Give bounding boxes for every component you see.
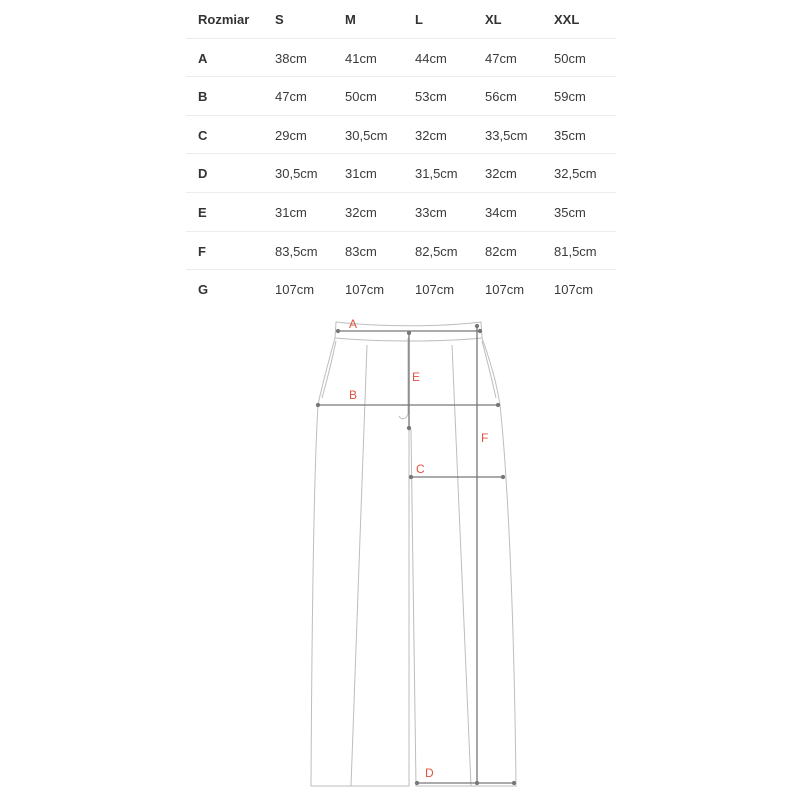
header-cell-xl: XL: [485, 12, 502, 27]
table-cell: 31cm: [275, 204, 307, 220]
table-cell: 38cm: [275, 50, 307, 66]
table-cell: 32,5cm: [554, 166, 597, 182]
table-cell: 44cm: [415, 50, 447, 66]
table-cell: 107cm: [345, 282, 385, 298]
row-label: A: [198, 50, 208, 66]
row-label: C: [198, 127, 208, 143]
row-label: D: [198, 166, 208, 182]
row-label: F: [198, 243, 206, 259]
table-cell: 50cm: [554, 50, 586, 66]
left-crease-outline: [351, 345, 367, 786]
table-cell: 47cm: [275, 89, 307, 105]
header-cell-m: M: [345, 12, 356, 27]
table-cell: 82,5cm: [415, 243, 458, 259]
row-label: B: [198, 89, 208, 105]
measure-label-d: D: [425, 766, 434, 780]
table-cell: 82cm: [485, 243, 517, 259]
right-pocket-outline: [482, 341, 496, 398]
table-cell: 83cm: [345, 243, 377, 259]
table-cell: 107cm: [485, 282, 525, 298]
table-cell: 29cm: [275, 127, 307, 143]
left-pocket-outline: [322, 341, 336, 398]
table-cell: 31,5cm: [415, 166, 458, 182]
table-cell: 30,5cm: [275, 166, 318, 182]
table-cell: 30,5cm: [345, 127, 388, 143]
measure-label-b: B: [349, 388, 358, 402]
measure-label-c: C: [416, 462, 425, 476]
table-cell: 35cm: [554, 204, 586, 220]
table-cell: 31cm: [345, 166, 377, 182]
fly-outline: [399, 338, 408, 419]
table-cell: 83,5cm: [275, 243, 318, 259]
header-cell-s: S: [275, 12, 284, 27]
measure-label-f: F: [481, 431, 489, 445]
table-cell: 41cm: [345, 50, 377, 66]
table-cell: 34cm: [485, 204, 517, 220]
table-cell: 32cm: [345, 204, 377, 220]
table-cell: 56cm: [485, 89, 517, 105]
table-cell: 107cm: [554, 282, 594, 298]
table-cell: 47cm: [485, 50, 517, 66]
measure-label-e: E: [412, 370, 421, 384]
table-cell: 59cm: [554, 89, 586, 105]
header-cell-xxl: XXL: [554, 12, 580, 27]
table-cell: 32cm: [485, 166, 517, 182]
measurement-lines: [318, 326, 514, 783]
table-cell: 50cm: [345, 89, 377, 105]
table-cell: 107cm: [275, 282, 315, 298]
table-cell: 107cm: [415, 282, 455, 298]
right-crease-outline: [452, 345, 471, 786]
table-cell: 81,5cm: [554, 243, 597, 259]
measure-label-a: A: [349, 317, 358, 331]
table-cell: 53cm: [415, 89, 447, 105]
row-label: G: [198, 282, 209, 298]
table-cell: 33cm: [415, 204, 447, 220]
table-cell: 32cm: [415, 127, 447, 143]
table-cell: 33,5cm: [485, 127, 528, 143]
trousers-outline: [311, 322, 516, 786]
table-cell: 35cm: [554, 127, 586, 143]
row-label: E: [198, 204, 207, 220]
header-cell-size: Rozmiar: [198, 12, 250, 27]
header-cell-l: L: [415, 12, 423, 27]
